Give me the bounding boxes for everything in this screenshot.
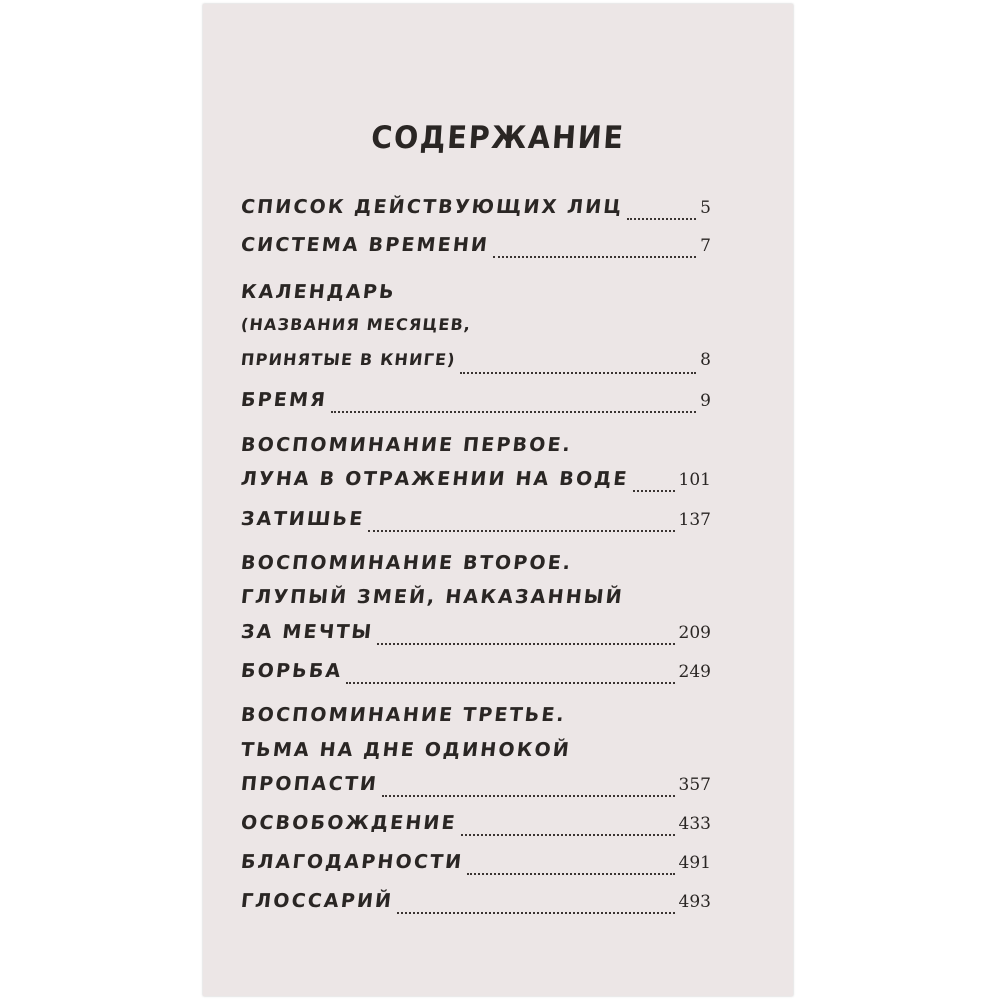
toc-entry: [241, 350, 711, 382]
toc-entry-label: ЛУНА В ОТРАЖЕНИИ НА ВОДЕ: [239, 468, 630, 490]
toc-entry: [241, 621, 711, 653]
toc-leader-dots: [493, 255, 696, 258]
toc-entry-page: 357: [678, 775, 711, 795]
toc-entry: [241, 704, 711, 736]
toc-entry: [241, 586, 711, 618]
toc-leader-dots: [382, 794, 675, 797]
toc-entry-page: 209: [678, 623, 711, 643]
toc-entry: [241, 890, 711, 922]
toc-leader-dots: [397, 911, 674, 914]
toc-entry-label: БРЕМЯ: [239, 389, 329, 411]
toc-entry-page: 493: [678, 892, 711, 912]
toc-entry-label: ГЛОССАРИЙ: [239, 890, 395, 912]
toc-entry: [241, 281, 711, 313]
toc-entry: [241, 739, 711, 771]
toc-entry: [241, 389, 711, 421]
toc-entry: [241, 851, 711, 883]
toc-entry-page: 7: [700, 236, 711, 256]
toc-leader-dots: [467, 872, 674, 875]
toc-leader-dots: [377, 642, 674, 645]
page-title: СОДЕРЖАНИЕ: [370, 120, 626, 156]
toc-entry: [241, 812, 711, 844]
toc-entry-label: ПРИНЯТЫЕ В КНИГЕ): [240, 350, 457, 369]
toc-entry-label: БЛАГОДАРНОСТИ: [239, 851, 465, 873]
toc-entry-label: КАЛЕНДАРЬ: [239, 281, 397, 303]
toc-entry-page: 9: [700, 391, 711, 411]
toc-entry-page: 137: [678, 510, 711, 530]
book-page: [203, 4, 793, 996]
toc-entry-label: ВОСПОМИНАНИЕ ТРЕТЬЕ.: [239, 704, 568, 726]
toc-entry-label: ВОСПОМИНАНИЕ ВТОРОЕ.: [239, 552, 574, 574]
toc-entry-label: ГЛУПЫЙ ЗМЕЙ, НАКАЗАННЫЙ: [239, 586, 625, 608]
toc-entry-label: БОРЬБА: [239, 660, 344, 682]
toc-leader-dots: [461, 833, 675, 836]
toc-entry-label: СИСТЕМА ВРЕМЕНИ: [239, 234, 491, 256]
toc-entry-label: СПИСОК ДЕЙСТВУЮЩИХ ЛИЦ: [239, 196, 625, 218]
toc-entry-label: ВОСПОМИНАНИЕ ПЕРВОЕ.: [239, 434, 574, 456]
toc-entry: [241, 434, 711, 466]
toc-entry: [241, 552, 711, 584]
toc-entry-page: 491: [678, 853, 711, 873]
toc-leader-dots: [346, 681, 674, 684]
toc-entry: [241, 660, 711, 692]
toc-leader-dots: [368, 529, 674, 532]
toc-leader-dots: [627, 217, 696, 220]
toc-entry: [241, 773, 711, 805]
toc-entry-page: 433: [678, 814, 711, 834]
toc-entry-label: ТЬМА НА ДНЕ ОДИНОКОЙ: [239, 739, 573, 761]
toc-leader-dots: [331, 410, 696, 413]
toc-entry: [241, 508, 711, 540]
toc-entry-label: ЗАТИШЬЕ: [239, 508, 366, 530]
toc-leader-dots: [460, 371, 696, 374]
toc-entry-label: (НАЗВАНИЯ МЕСЯЦЕВ,: [240, 315, 473, 334]
toc-entry: [241, 234, 711, 266]
toc-entry-label: ПРОПАСТИ: [239, 773, 380, 795]
toc-leader-dots: [633, 489, 675, 492]
toc-entry-page: 249: [678, 662, 711, 682]
toc-entry-page: 5: [700, 198, 711, 218]
toc-entry-page: 101: [678, 470, 711, 490]
toc-entry: [241, 468, 711, 500]
toc-entry-page: 8: [700, 350, 711, 370]
toc-entry: [241, 315, 711, 347]
toc-entry-label: ОСВОБОЖДЕНИЕ: [239, 812, 458, 834]
toc-entry-label: ЗА МЕЧТЫ: [239, 621, 375, 643]
toc-entry: [241, 196, 711, 228]
